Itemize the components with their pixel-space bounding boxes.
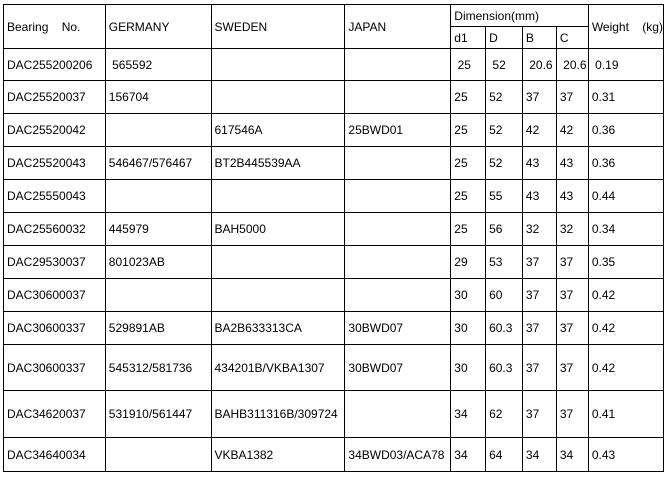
header-b: B: [522, 27, 556, 49]
table-row: [4, 345, 664, 391]
header-d: D: [486, 27, 523, 49]
cell-sweden: [211, 49, 345, 81]
cell-d1: 25: [451, 180, 486, 213]
cell-d1: 29: [451, 246, 486, 279]
cell-b: 37: [522, 312, 556, 345]
cell-sweden: BA2B633313CA: [211, 312, 345, 345]
cell-b: 37: [522, 391, 556, 438]
cell-bearing: DAC25520043: [4, 147, 106, 180]
cell-germany: 565592: [105, 49, 211, 81]
cell-japan: [345, 81, 451, 114]
cell-germany: 156704: [105, 81, 211, 114]
cell-b: 37: [522, 81, 556, 114]
table-row: [4, 438, 664, 472]
cell-weight: 0.41: [588, 391, 663, 438]
cell-japan: 30BWD07: [345, 312, 451, 345]
cell-bearing: DAC25560032: [4, 213, 106, 246]
cell-germany: 531910/561447: [105, 391, 211, 438]
cell-b: 32: [522, 213, 556, 246]
cell-sweden: BT2B445539AA: [211, 147, 345, 180]
cell-weight: 0.43: [588, 438, 663, 472]
cell-japan: [345, 246, 451, 279]
cell-d: 60.3: [486, 345, 523, 391]
cell-d: 52: [486, 147, 523, 180]
cell-b: 34: [522, 438, 556, 472]
cell-germany: 529891AB: [105, 312, 211, 345]
cell-germany: 546467/576467: [105, 147, 211, 180]
cell-d1: 30: [451, 345, 486, 391]
cell-weight: 0.34: [588, 213, 663, 246]
cell-sweden: [211, 279, 345, 312]
cell-d: 62: [486, 391, 523, 438]
cell-japan: [345, 391, 451, 438]
cell-d: 60.3: [486, 312, 523, 345]
cell-sweden: [211, 180, 345, 213]
cell-germany: 545312/581736: [105, 345, 211, 391]
header-sweden: SWEDEN: [211, 5, 345, 49]
cell-c: 43: [556, 147, 588, 180]
cell-c: 37: [556, 391, 588, 438]
cell-d1: 34: [451, 391, 486, 438]
cell-d: 55: [486, 180, 523, 213]
cell-japan: [345, 213, 451, 246]
header-row: [4, 5, 664, 27]
cell-d1: 30: [451, 312, 486, 345]
table-row: [4, 81, 664, 114]
cell-b: 43: [522, 180, 556, 213]
cell-d: 52: [486, 49, 523, 81]
cell-c: 20.6: [556, 49, 588, 81]
cell-sweden: [211, 246, 345, 279]
cell-c: 37: [556, 279, 588, 312]
cell-germany: [105, 279, 211, 312]
cell-c: 34: [556, 438, 588, 472]
header-weight: Weight (kg): [588, 5, 663, 49]
header-japan: JAPAN: [345, 5, 451, 49]
cell-germany: [105, 438, 211, 472]
cell-d: 52: [486, 81, 523, 114]
cell-d1: 25: [451, 114, 486, 147]
cell-weight: 0.36: [588, 147, 663, 180]
header-bearing-no: Bearing No.: [4, 5, 106, 49]
cell-weight: 0.19: [588, 49, 663, 81]
cell-japan: [345, 279, 451, 312]
cell-d1: 25: [451, 81, 486, 114]
bearing-table: [3, 4, 664, 472]
cell-b: 37: [522, 345, 556, 391]
cell-bearing: DAC29530037: [4, 246, 106, 279]
cell-weight: 0.36: [588, 114, 663, 147]
cell-d: 64: [486, 438, 523, 472]
cell-sweden: BAHB311316B/309724: [211, 391, 345, 438]
cell-weight: 0.31: [588, 81, 663, 114]
cell-sweden: 434201B/VKBA1307: [211, 345, 345, 391]
table-row: [4, 180, 664, 213]
cell-d: 53: [486, 246, 523, 279]
cell-weight: 0.42: [588, 345, 663, 391]
cell-japan: [345, 180, 451, 213]
cell-weight: 0.35: [588, 246, 663, 279]
cell-d1: 34: [451, 438, 486, 472]
cell-germany: 445979: [105, 213, 211, 246]
cell-d1: 30: [451, 279, 486, 312]
cell-weight: 0.42: [588, 312, 663, 345]
header-germany: GERMANY: [105, 5, 211, 49]
cell-d: 60: [486, 279, 523, 312]
cell-japan: [345, 147, 451, 180]
cell-d: 56: [486, 213, 523, 246]
table-row: [4, 279, 664, 312]
cell-c: 43: [556, 180, 588, 213]
cell-b: 42: [522, 114, 556, 147]
cell-sweden: BAH5000: [211, 213, 345, 246]
cell-sweden: VKBA1382: [211, 438, 345, 472]
cell-b: 20.6: [522, 49, 556, 81]
cell-sweden: 617546A: [211, 114, 345, 147]
table-row: [4, 312, 664, 345]
cell-d1: 25: [451, 147, 486, 180]
header-dimension: Dimension(mm): [451, 5, 589, 27]
cell-japan: 25BWD01: [345, 114, 451, 147]
cell-d1: 25: [451, 213, 486, 246]
cell-japan: 34BWD03/ACA78: [345, 438, 451, 472]
cell-weight: 0.44: [588, 180, 663, 213]
cell-bearing: DAC25550043: [4, 180, 106, 213]
table-row: [4, 391, 664, 438]
cell-weight: 0.42: [588, 279, 663, 312]
table-row: [4, 147, 664, 180]
cell-bearing: DAC30600037: [4, 279, 106, 312]
header-d1: d1: [451, 27, 486, 49]
header-c: C: [556, 27, 588, 49]
cell-germany: [105, 180, 211, 213]
cell-c: 37: [556, 81, 588, 114]
cell-germany: 801023AB: [105, 246, 211, 279]
cell-c: 37: [556, 246, 588, 279]
cell-d1: 25: [451, 49, 486, 81]
cell-germany: [105, 114, 211, 147]
cell-b: 37: [522, 279, 556, 312]
table-row: [4, 213, 664, 246]
cell-japan: [345, 49, 451, 81]
table-body: [4, 49, 664, 472]
cell-bearing: DAC34620037: [4, 391, 106, 438]
cell-c: 42: [556, 114, 588, 147]
table-row: [4, 49, 664, 81]
cell-bearing: DAC25520042: [4, 114, 106, 147]
cell-bearing: DAC34640034: [4, 438, 106, 472]
cell-bearing: DAC25520037: [4, 81, 106, 114]
cell-sweden: [211, 81, 345, 114]
cell-c: 32: [556, 213, 588, 246]
cell-b: 43: [522, 147, 556, 180]
table-row: [4, 114, 664, 147]
cell-japan: 30BWD07: [345, 345, 451, 391]
cell-bearing: DAC30600337: [4, 312, 106, 345]
table-row: [4, 246, 664, 279]
cell-d: 52: [486, 114, 523, 147]
cell-bearing: DAC255200206: [4, 49, 106, 81]
cell-bearing: DAC30600337: [4, 345, 106, 391]
cell-c: 37: [556, 312, 588, 345]
cell-c: 37: [556, 345, 588, 391]
cell-b: 37: [522, 246, 556, 279]
